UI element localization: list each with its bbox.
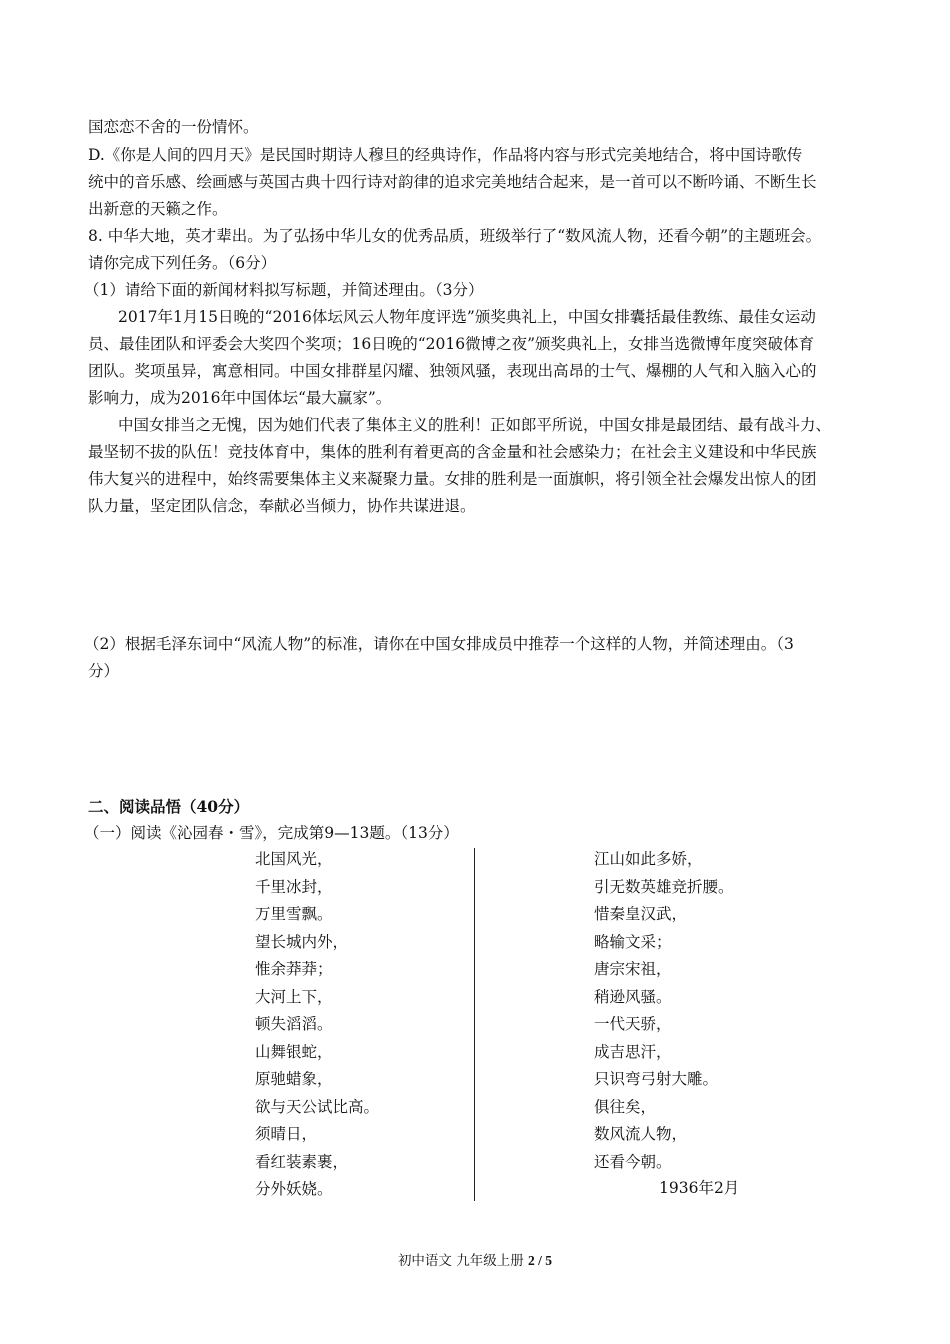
text-line: 团队。奖项虽异，寓意相同。中国女排群星闪耀、独领风骚，表现出高昂的士气、爆棚的人气和入脑入心的 xyxy=(88,362,817,380)
poem-line: 惜秦皇汉武， xyxy=(594,905,688,923)
question-8: 8. 中华大地，英才辈出。为了弘扬中华儿女的优秀品质，班级举行了“数风流人物，还看今朝”的主题班会。 xyxy=(88,227,822,245)
page-footer xyxy=(0,1249,950,1269)
poem-line: 成吉思汗， xyxy=(594,1042,672,1061)
poem-line: 大河上下， xyxy=(255,987,333,1006)
poem-line: 分外妖娆。 xyxy=(255,1180,333,1198)
poem-line: 惟余莽莽； xyxy=(255,960,333,978)
poem-line: 看红装素裹， xyxy=(255,1152,349,1171)
page-number: 2 / 5 xyxy=(528,1253,553,1268)
text-line: 队力量，坚定团队信念，奉献必当倾力，协作共谋进退。 xyxy=(88,497,476,515)
poem-line: 万里雪飘。 xyxy=(255,905,333,923)
text-line: 员、最佳团队和评委会大奖四个奖项；16日晚的“2016微博之夜”颁奖典礼上，女排当选微博年度突破体育 xyxy=(88,335,815,353)
subquestion-1: （1）请给下面的新闻材料拟写标题，并简述理由。（3分） xyxy=(84,281,484,299)
poem-line: 山舞银蛇， xyxy=(255,1042,333,1061)
poem-line: 江山如此多娇， xyxy=(594,850,703,868)
subquestion-2: （2）根据毛泽东词中“风流人物”的标准，请你在中国女排成员中推荐一个这样的人物，并简述理由。（3 xyxy=(84,635,794,653)
option-d: D.《你是人间的四月天》是民国时期诗人穆旦的经典诗作，作品将内容与形式完美地结合，将中国诗歌传 xyxy=(88,146,803,164)
poem-line: 原驰蜡象， xyxy=(255,1070,333,1088)
poem-date: 1936年2月 xyxy=(659,1179,740,1197)
poem-line: 望长城内外， xyxy=(255,932,349,951)
text-line: 请你完成下列任务。（6分） xyxy=(88,254,277,272)
poem-line: 欲与天公试比高。 xyxy=(255,1097,380,1116)
poem-line: 唐宗宋祖， xyxy=(594,960,672,978)
text-line: 出新意的天籁之作。 xyxy=(88,200,228,218)
text-line: 影响力，成为2016年中国体坛“最大赢家”。 xyxy=(88,389,392,407)
poem-line: 顿失滔滔。 xyxy=(255,1015,333,1033)
poem-right-column xyxy=(594,849,734,1179)
text-line: 伟大复兴的进程中，始终需要集体主义来凝聚力量。女排的胜利是一面旗帜，将引领全社会爆发出惊人的团 xyxy=(88,470,817,488)
poem-line: 只识弯弓射大雕。 xyxy=(594,1070,719,1088)
section-heading: 二、阅读品悟（40分） xyxy=(88,797,250,816)
poem-line: 数风流人物， xyxy=(594,1125,688,1143)
poem-line: 北国风光， xyxy=(255,850,333,868)
poem-line: 还看今朝。 xyxy=(594,1152,672,1171)
poem-line: 引无数英雄竞折腰。 xyxy=(594,877,734,896)
text-line: 统中的音乐感、绘画感与英国古典十四行诗对韵律的追求完美地结合起来，是一首可以不断吟诵、不断生长 xyxy=(88,173,817,191)
poem-line: 须晴日， xyxy=(255,1125,318,1143)
news-paragraph-2: 中国女排当之无愧，因为她们代表了集体主义的胜利！正如郎平所说，中国女排是最团结、最有战斗力、 xyxy=(118,416,832,434)
footer-course: 初中语文 九年级上册 xyxy=(397,1253,524,1269)
poem-left-column xyxy=(255,849,379,1207)
poem-line: 略输文采； xyxy=(594,932,672,951)
poem-line: 俱往矣， xyxy=(594,1097,657,1116)
poem-line: 稍逊风骚。 xyxy=(594,987,672,1006)
text-line: 最坚韧不拔的队伍！竞技体育中，集体的胜利有着更高的含金量和社会感染力；在社会主义建设和中华民族 xyxy=(88,443,817,461)
poem-divider xyxy=(474,848,475,1201)
text-line: 分） xyxy=(88,662,120,680)
poem-line: 千里冰封， xyxy=(255,877,333,896)
reading-instruction: （一）阅读《沁园春・雪》，完成第9—13题。（13分） xyxy=(84,824,459,842)
poem-line: 一代天骄， xyxy=(594,1015,672,1033)
text-line: 国恋恋不舍的一份情怀。 xyxy=(88,118,259,136)
news-paragraph-1: 2017年1月15日晚的“2016体坛风云人物年度评选”颁奖典礼上，中国女排囊括最佳教练、最佳女运动 xyxy=(118,308,816,326)
